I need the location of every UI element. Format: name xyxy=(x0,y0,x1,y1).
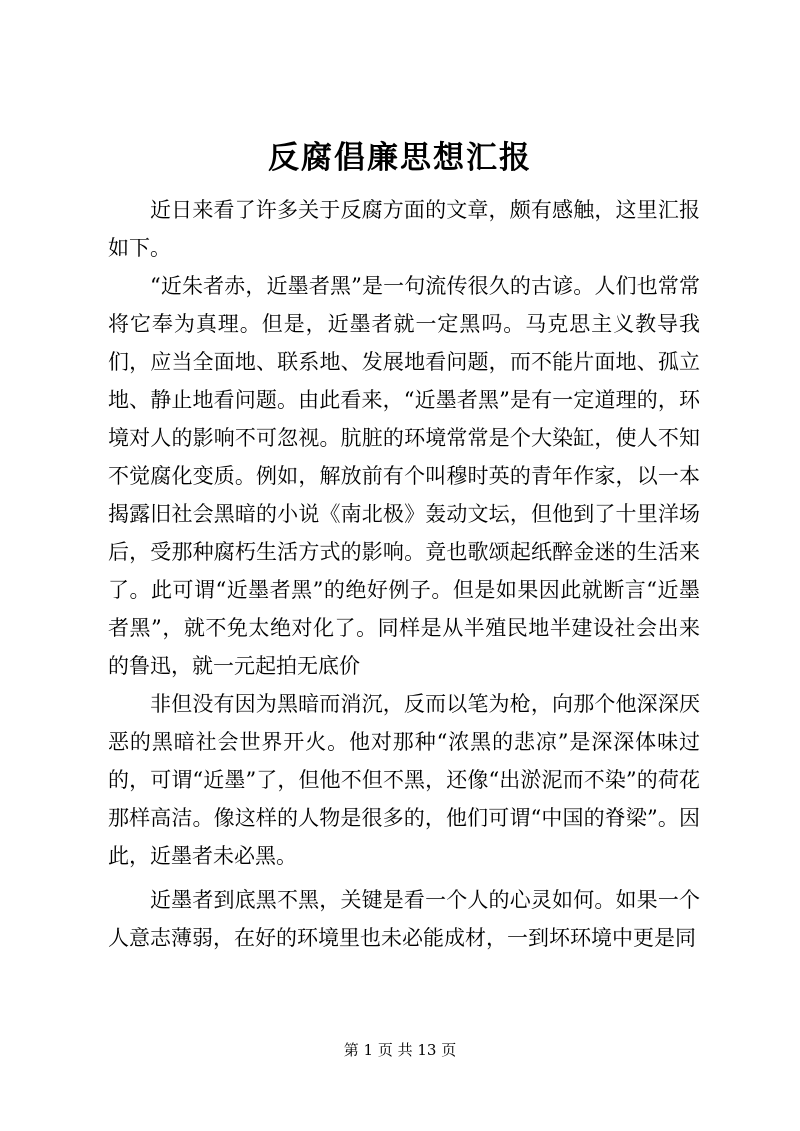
document-body xyxy=(108,191,700,957)
paragraph-conclusion: 近墨者到底黑不黑，关键是看一个人的心灵如何。如果一个人意志薄弱，在好的环境里也未必能成材，一到坏环境中更是同 xyxy=(108,888,700,950)
page-number-footer: 第 1 页 共 13 页 xyxy=(343,1041,457,1059)
paragraph-intro: 近日来看了许多关于反腐方面的文章，颇有感触，这里汇报如下。 xyxy=(108,198,700,260)
document-title: 反腐倡廉思想汇报 xyxy=(268,140,532,176)
paragraph-proverb: “近朱者赤，近墨者黑”是一句流传很久的古谚。人们也常常将它奉为真理。但是，近墨者就一定黑吗。马克思主义教导我们，应当全面地、联系地、发展地看问题，而不能片面地、孤立地、静止地看问题。由此看来，“近墨者黑”是有一定道理的，环境对人的影响不可忽视。肮脏的环境常常是个大染缸，使人不知不觉腐化变质。例如，解放前有个叫穆时英的青年作家，以一本揭露旧社会黑暗的小说《南北极》轰动文坛，但他到了十里洋场后，受那种腐朽生活方式的影响。竟也歌颂起纸醉金迷的生活来了。此可谓“近墨者黑”的绝好例子。但是如果因此就断言“近墨者黑”，就不免太绝对化了。同样是从半殖民地半建设社会出来的鲁迅，就一元起拍无底价 xyxy=(108,274,700,678)
paragraph-lu-xun: 非但没有因为黑暗而消沉，反而以笔为枪，向那个他深深厌恶的黑暗社会世界开火。他对那种“浓黑的悲凉”是深深体味过的，可谓“近墨”了，但他不但不黑，还像“出淤泥而不染”的荷花那样高洁。像这样的人物是很多的，他们可谓“中国的脊梁”。因此，近墨者未必黑。 xyxy=(108,692,700,868)
